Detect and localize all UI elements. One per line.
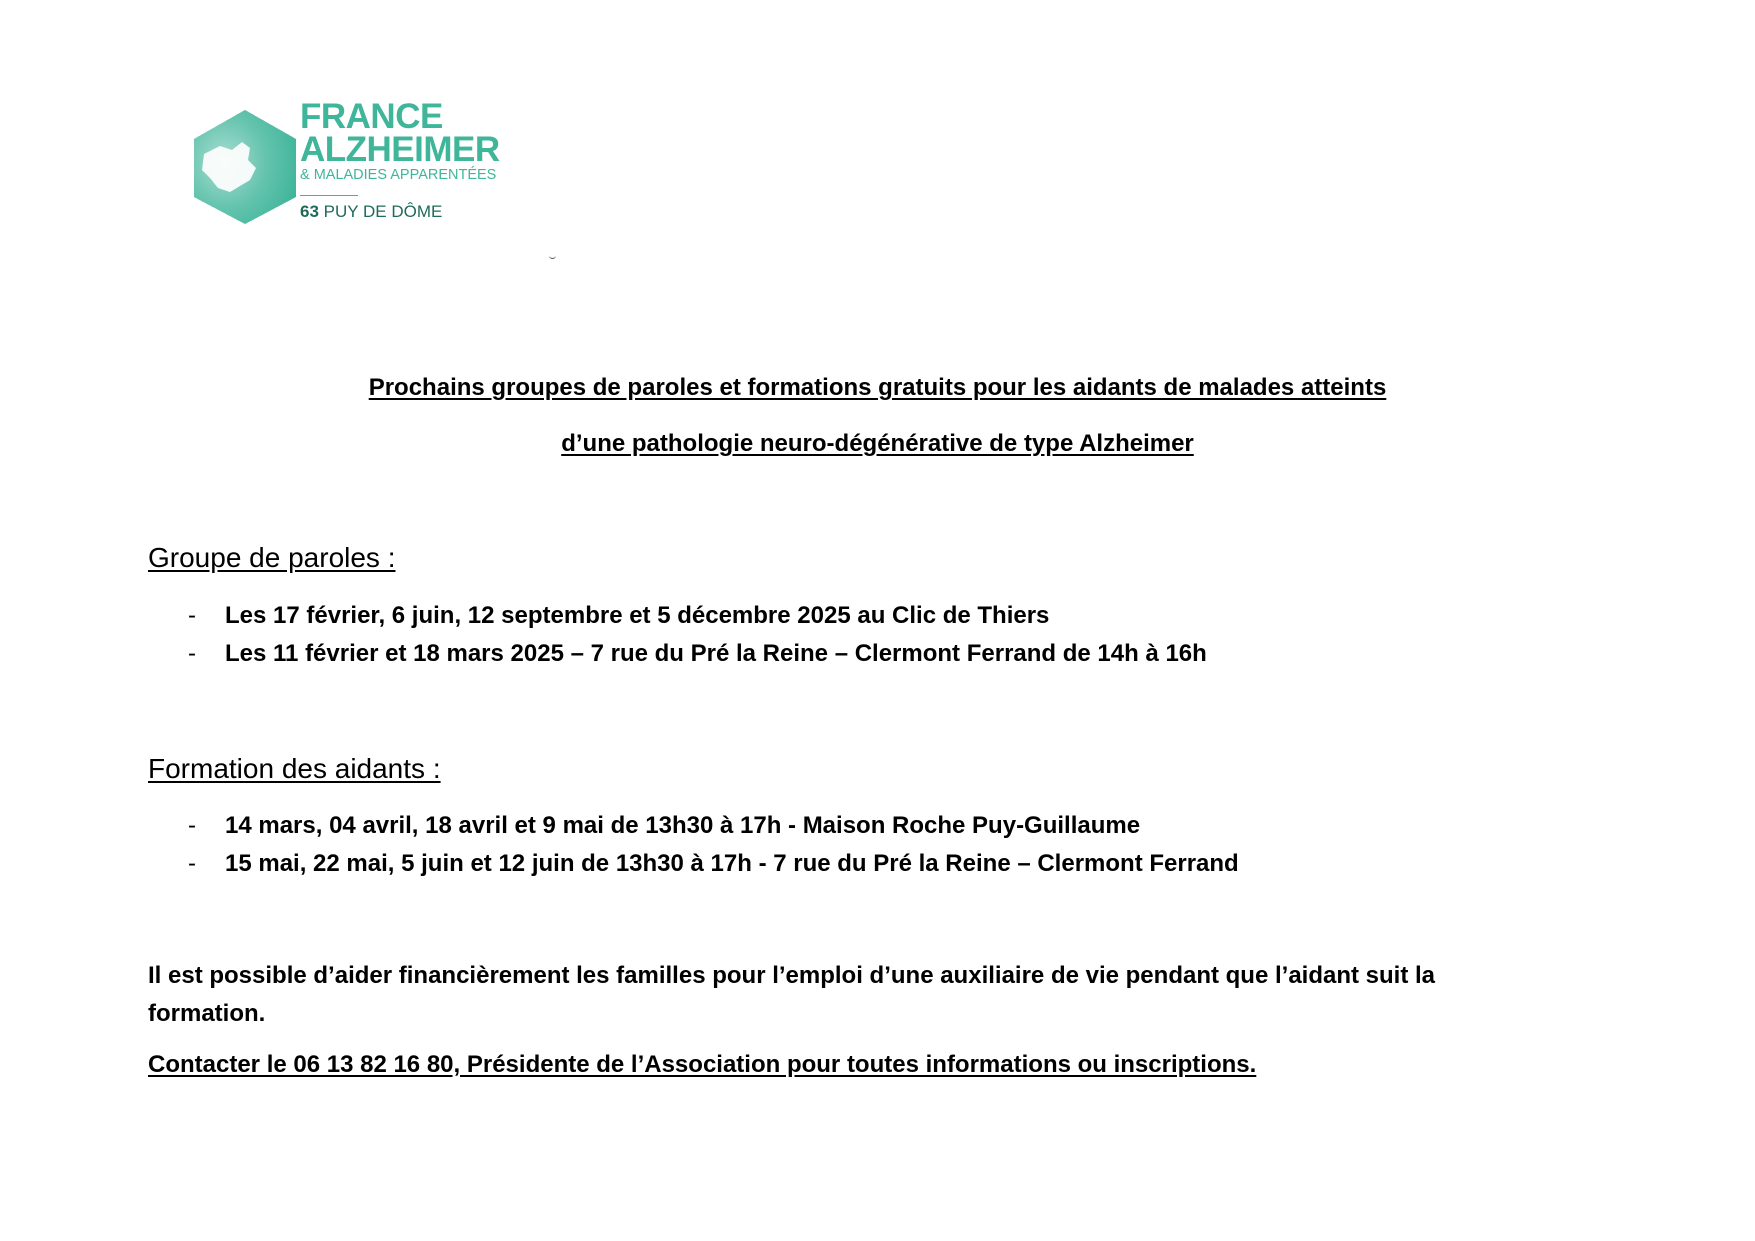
logo-wordmark (300, 97, 550, 222)
list-item (188, 635, 1207, 673)
hexagon-map-icon (190, 108, 300, 226)
bullet-dash: - (188, 640, 196, 667)
logo-line-france: FRANCE (300, 97, 443, 136)
department-name: PUY DE DÔME (323, 202, 443, 221)
contact-line: Contacter le 06 13 82 16 80, Présidente de l’Association pour toutes informations ou inscriptions. (148, 1051, 1257, 1078)
page-title-line-1: Prochains groupes de paroles et formations gratuits pour les aidants de malades atteints (368, 374, 1387, 401)
logo-line-alzheimer: ALZHEIMER (300, 130, 500, 169)
formation-des-aidants-list (188, 807, 1239, 883)
list-item (188, 597, 1207, 635)
page-title-line-2: d’une pathologie neuro-dégénérative de type Alzheimer (561, 430, 1194, 457)
department-number: 63 (300, 202, 319, 221)
list-item (188, 845, 1239, 883)
bullet-dash: - (188, 850, 196, 877)
logo-divider (300, 195, 358, 196)
bullet-dash: - (188, 812, 196, 839)
groupe-de-paroles-list (188, 597, 1207, 673)
bullet-dash: - (188, 602, 196, 629)
list-item-text: Les 11 février et 18 mars 2025 – 7 rue du Pré la Reine – Clermont Ferrand de 14h à 16h (225, 640, 1207, 667)
formation-des-aidants-heading: Formation des aidants : (148, 753, 441, 784)
list-item-text: 15 mai, 22 mai, 5 juin et 12 juin de 13h30 à 17h - 7 rue du Pré la Reine – Clermont Ferrand (225, 850, 1239, 877)
list-item (188, 807, 1239, 845)
list-item-text: Les 17 février, 6 juin, 12 septembre et 5 décembre 2025 au Clic de Thiers (225, 602, 1050, 629)
stray-mark (549, 254, 556, 259)
logo-department (300, 202, 550, 222)
france-alzheimer-logo (190, 97, 550, 230)
groupe-de-paroles-heading: Groupe de paroles : (148, 542, 396, 573)
financial-aid-note: Il est possible d’aider financièrement les familles pour l’emploi d’une auxiliaire de vie pendant que l’aidant suit la formation. (148, 962, 1436, 1027)
logo-line-maladies: & MALADIES APPARENTÉES (300, 167, 497, 183)
list-item-text: 14 mars, 04 avril, 18 avril et 9 mai de 13h30 à 17h - Maison Roche Puy-Guillaume (225, 812, 1141, 839)
